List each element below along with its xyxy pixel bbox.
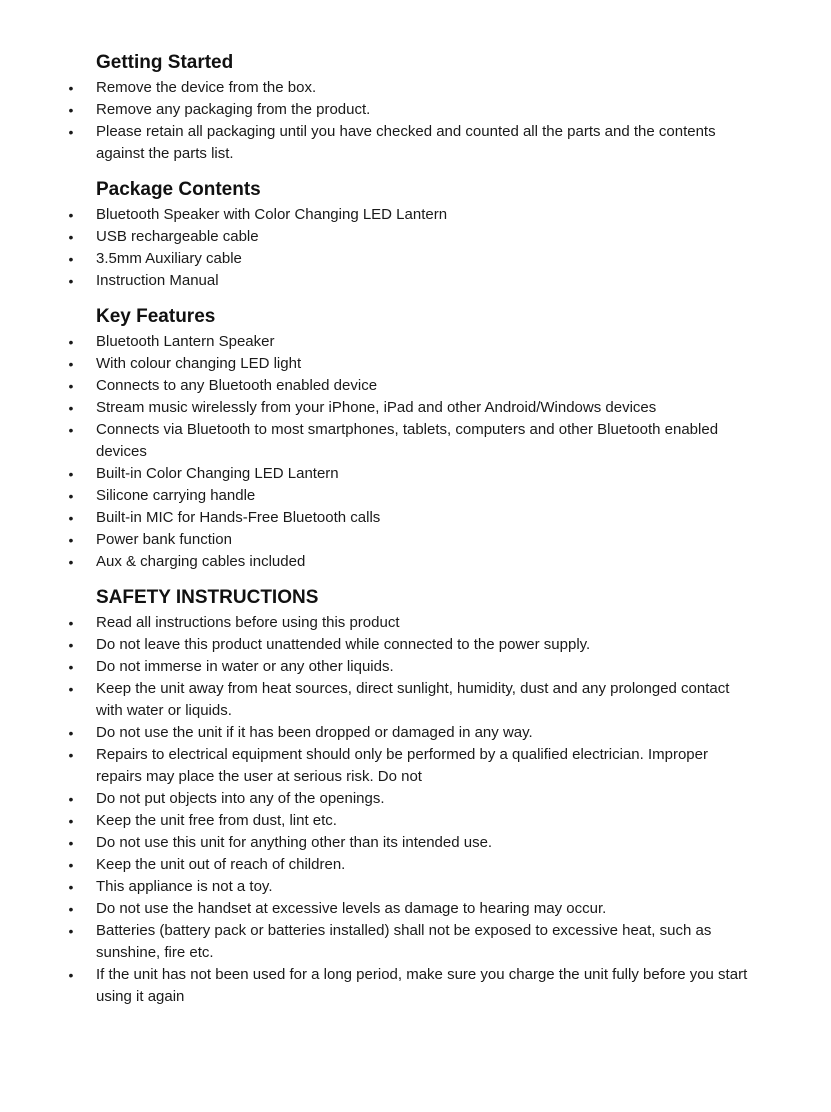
bullet-icon: •	[68, 102, 74, 118]
section-package-contents	[68, 177, 791, 292]
section-title: Key Features	[96, 306, 216, 327]
bullet-icon: •	[68, 879, 74, 895]
list-item-text: Do not put objects into any of the openings.	[96, 790, 385, 807]
list-item-text: Stream music wirelessly from your iPhone, iPad and other Android/Windows devices	[96, 399, 657, 416]
list-item	[68, 920, 791, 964]
list-item-text: Built-in Color Changing LED Lantern	[96, 465, 339, 482]
bullet-icon: •	[68, 273, 74, 289]
bullet-list	[68, 331, 791, 573]
list-item-text: Read all instructions before using this product	[96, 614, 400, 631]
bullet-list	[68, 77, 791, 165]
bullet-icon: •	[68, 229, 74, 245]
bullet-icon: •	[68, 637, 74, 653]
section-title: Getting Started	[96, 52, 234, 73]
list-item	[68, 551, 791, 573]
bullet-icon: •	[68, 554, 74, 570]
list-item	[68, 744, 791, 788]
list-item	[68, 832, 791, 854]
list-item-text: Keep the unit free from dust, lint etc.	[96, 812, 337, 829]
bullet-icon: •	[68, 510, 74, 526]
list-item	[68, 463, 791, 485]
list-item	[68, 507, 791, 529]
bullet-icon: •	[68, 615, 74, 631]
bullet-icon: •	[68, 400, 74, 416]
list-item-text: Connects to any Bluetooth enabled device	[96, 377, 378, 394]
bullet-icon: •	[68, 813, 74, 829]
bullet-icon: •	[68, 334, 74, 350]
list-item	[68, 898, 791, 920]
bullet-icon: •	[68, 791, 74, 807]
list-item	[68, 810, 791, 832]
list-item-text: Do not use this unit for anything other than its intended use.	[96, 834, 493, 851]
list-item-text: Silicone carrying handle	[96, 487, 256, 504]
list-item	[68, 331, 791, 353]
list-item-text: Bluetooth Lantern Speaker	[96, 333, 275, 350]
list-item	[68, 353, 791, 375]
bullet-icon: •	[68, 967, 74, 983]
bullet-icon: •	[68, 901, 74, 917]
list-item	[68, 270, 791, 292]
list-item-text: If the unit has not been used for a long period, make sure you charge the unit fully before you start using it again	[96, 966, 748, 1005]
list-item	[68, 419, 791, 463]
list-item-text: Aux & charging cables included	[96, 553, 306, 570]
list-item-text: Keep the unit out of reach of children.	[96, 856, 346, 873]
list-item-text: This appliance is not a toy.	[96, 878, 273, 895]
list-item	[68, 375, 791, 397]
bullet-icon: •	[68, 80, 74, 96]
list-item-text: Remove any packaging from the product.	[96, 101, 371, 118]
section-getting-started	[68, 50, 791, 165]
bullet-icon: •	[68, 923, 74, 939]
bullet-icon: •	[68, 356, 74, 372]
list-item	[68, 854, 791, 876]
bullet-list	[68, 612, 791, 1008]
bullet-icon: •	[68, 251, 74, 267]
bullet-icon: •	[68, 422, 74, 438]
list-item	[68, 788, 791, 810]
list-item	[68, 876, 791, 898]
list-item	[68, 612, 791, 634]
list-item-text: Do not immerse in water or any other liquids.	[96, 658, 394, 675]
list-item	[68, 634, 791, 656]
bullet-icon: •	[68, 124, 74, 140]
list-item	[68, 121, 791, 165]
list-item-text: USB rechargeable cable	[96, 228, 259, 245]
list-item-text: With colour changing LED light	[96, 355, 302, 372]
list-item-text: Bluetooth Speaker with Color Changing LED Lantern	[96, 206, 448, 223]
bullet-list	[68, 204, 791, 292]
list-item-text: Remove the device from the box.	[96, 79, 317, 96]
list-item-text: Batteries (battery pack or batteries installed) shall not be exposed to excessive heat, such as sunshine, fire etc.	[96, 922, 712, 961]
bullet-icon: •	[68, 725, 74, 741]
bullet-icon: •	[68, 659, 74, 675]
list-item-text: Keep the unit away from heat sources, direct sunlight, humidity, dust and any prolonged contact with water or liquids.	[96, 680, 730, 719]
list-item	[68, 964, 791, 1008]
bullet-icon: •	[68, 747, 74, 763]
section-title: SAFETY INSTRUCTIONS	[96, 587, 319, 608]
list-item	[68, 722, 791, 744]
bullet-icon: •	[68, 207, 74, 223]
list-item	[68, 77, 791, 99]
list-item	[68, 204, 791, 226]
list-item	[68, 99, 791, 121]
list-item	[68, 678, 791, 722]
list-item	[68, 485, 791, 507]
list-item-text: Do not use the handset at excessive levels as damage to hearing may occur.	[96, 900, 607, 917]
bullet-icon: •	[68, 857, 74, 873]
list-item-text: Connects via Bluetooth to most smartphones, tablets, computers and other Bluetooth enabled devices	[96, 421, 719, 460]
bullet-icon: •	[68, 532, 74, 548]
bullet-icon: •	[68, 681, 74, 697]
bullet-icon: •	[68, 488, 74, 504]
section-title: Package Contents	[96, 179, 261, 200]
list-item-text: Built-in MIC for Hands-Free Bluetooth calls	[96, 509, 381, 526]
bullet-icon: •	[68, 835, 74, 851]
bullet-icon: •	[68, 466, 74, 482]
list-item	[68, 656, 791, 678]
list-item-text: Please retain all packaging until you have checked and counted all the parts and the contents against the parts list.	[96, 123, 716, 162]
list-item-text: Do not use the unit if it has been dropped or damaged in any way.	[96, 724, 533, 741]
bullet-icon: •	[68, 378, 74, 394]
list-item	[68, 529, 791, 551]
list-item	[68, 397, 791, 419]
list-item-text: 3.5mm Auxiliary cable	[96, 250, 242, 267]
section-safety-instructions	[68, 585, 791, 1008]
list-item-text: Instruction Manual	[96, 272, 219, 289]
list-item	[68, 226, 791, 248]
list-item	[68, 248, 791, 270]
section-key-features	[68, 304, 791, 573]
list-item-text: Power bank function	[96, 531, 232, 548]
list-item-text: Repairs to electrical equipment should only be performed by a qualified electrician. Improper repairs may place the user at serious risk. Do not	[96, 746, 708, 785]
list-item-text: Do not leave this product unattended while connected to the power supply.	[96, 636, 591, 653]
